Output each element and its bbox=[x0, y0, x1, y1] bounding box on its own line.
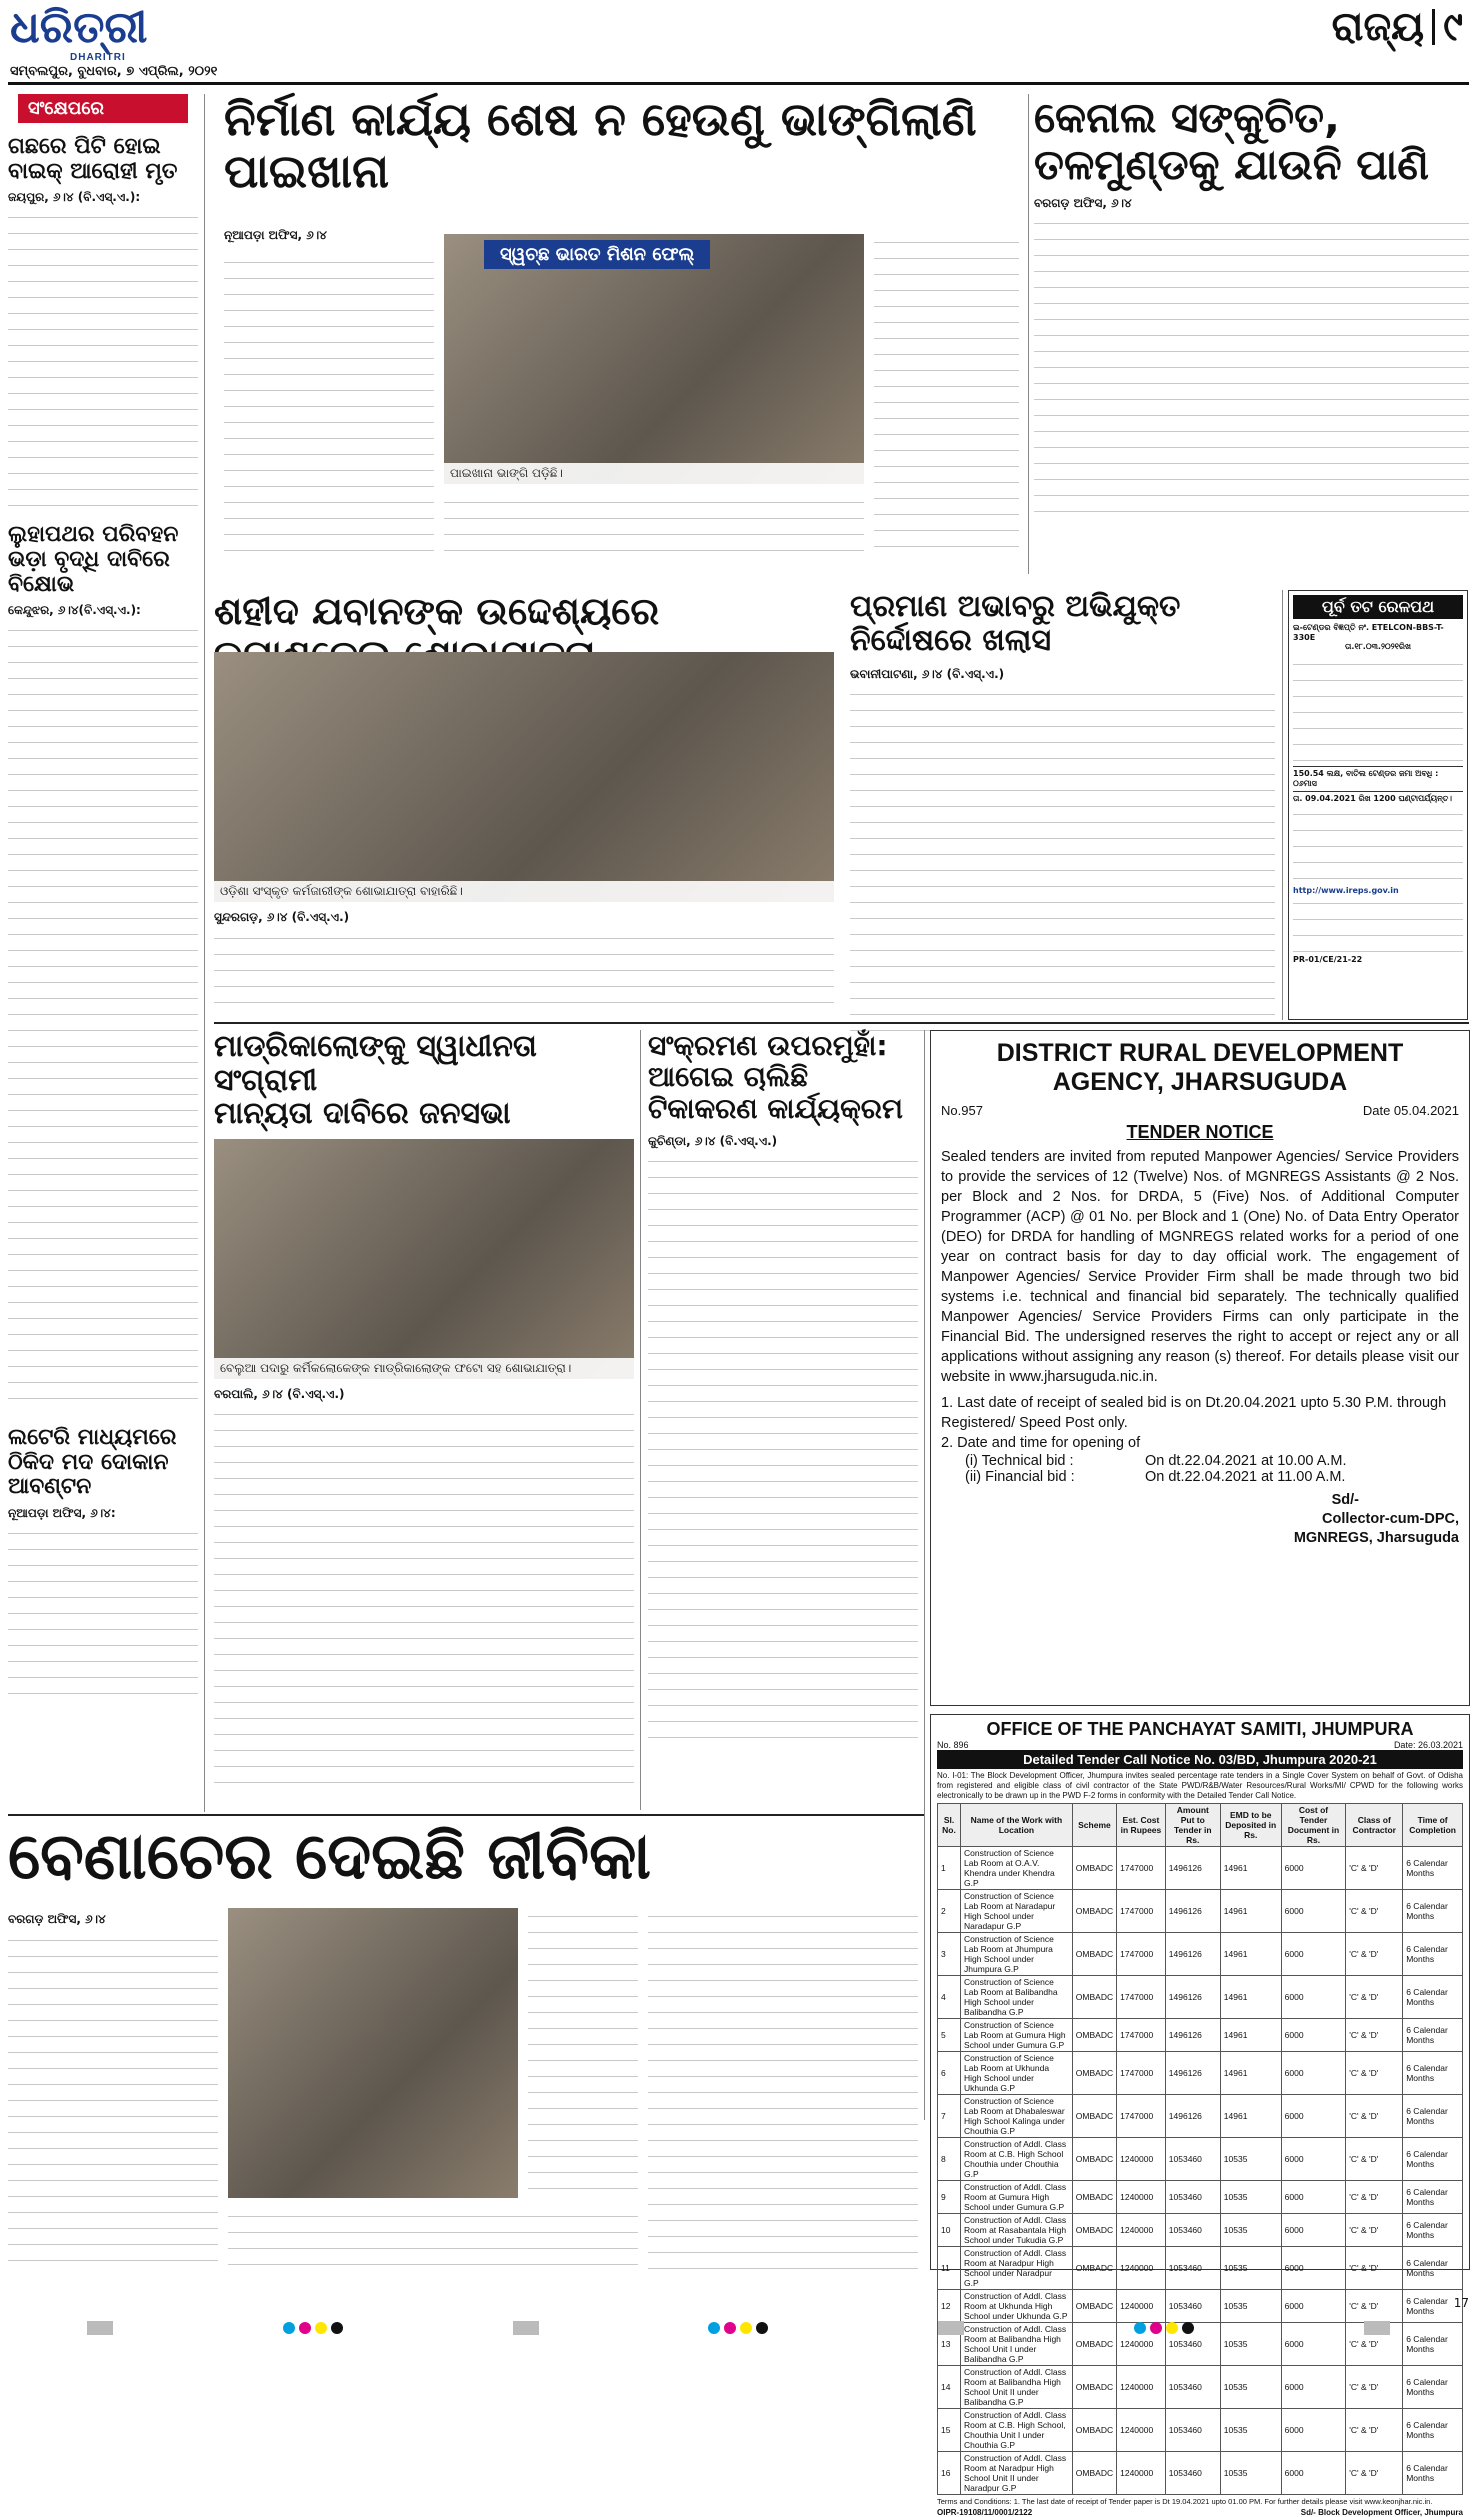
railway-tender-footer: PR-01/CE/21-22 bbox=[1293, 955, 1363, 964]
vaccination-headline-3: ଟିକାକରଣ କାର୍ଯ୍ୟକ୍ରମ bbox=[648, 1091, 903, 1125]
table-cell: 1496126 bbox=[1165, 1847, 1220, 1890]
story-bamboo bbox=[8, 1822, 918, 2272]
section-title bbox=[1332, 4, 1463, 50]
table-cell: 6 Calendar Months bbox=[1403, 2366, 1463, 2409]
table-cell: 1747000 bbox=[1117, 1847, 1166, 1890]
table-cell: 10535 bbox=[1220, 2214, 1281, 2247]
drda-sign-2: Collector-cum-DPC, bbox=[1322, 1510, 1459, 1527]
candle-march-body bbox=[214, 930, 834, 1010]
drda-sign-3: MGNREGS, Jharsuguda bbox=[1293, 1529, 1459, 1546]
reg-bar bbox=[938, 2321, 964, 2335]
reg-bar bbox=[87, 2321, 113, 2335]
panchayat-table bbox=[937, 1803, 1463, 2495]
drda-tender-notice bbox=[930, 1030, 1470, 1706]
table-cell: 14961 bbox=[1220, 2052, 1281, 2095]
table-cell: 1240000 bbox=[1117, 2409, 1166, 2452]
panchayat-intro: No. I-01: The Block Development Officer, Jhumpura invites sealed percentage rate tenders in a Single Cover System on behalf of Govt. of Odisha from registered and eligible class of civil contractor of the State PWD/R&B/Water Resources/Rural Works/MI/ CPWD for the following works electronically to be drawn up in the PWD F-2 forms in conformity with the Detailed Tender Call Notice. bbox=[937, 1771, 1463, 1800]
table-cell: 1747000 bbox=[1117, 2052, 1166, 2095]
table-cell: OMBADC bbox=[1072, 2290, 1116, 2323]
railway-tender-line1: 150.54 ଲକ୍ଷ, ବାତିଲ ଟେଣ୍ଡର ଜମା ଅବଧି : ୦୬ମାସ bbox=[1293, 766, 1463, 792]
table-row bbox=[938, 2181, 1463, 2214]
table-cell: 1053460 bbox=[1165, 2138, 1220, 2181]
table-cell: 12 bbox=[938, 2290, 961, 2323]
table-cell: OMBADC bbox=[1072, 2366, 1116, 2409]
bamboo-col4 bbox=[648, 1908, 918, 2272]
table-cell: 6000 bbox=[1281, 2290, 1346, 2323]
railway-tender bbox=[1288, 590, 1468, 1020]
table-cell: 1496126 bbox=[1165, 1933, 1220, 1976]
column-divider bbox=[1282, 590, 1283, 1020]
table-cell: 6 Calendar Months bbox=[1403, 2052, 1463, 2095]
table-cell: 1240000 bbox=[1117, 2214, 1166, 2247]
story-toilet-headline: ନିର୍ମାଣ କାର୍ଯ୍ୟ ଶେଷ ନ ହେଉଣୁ ଭାଙ୍ଗିଲାଣି ପାଇଖାନା bbox=[224, 92, 977, 198]
table-header-cell: EMD to be Deposited in Rs. bbox=[1220, 1804, 1281, 1847]
footer-page-number: 17 bbox=[1453, 2296, 1469, 2310]
table-cell: 6 Calendar Months bbox=[1403, 1976, 1463, 2019]
table-row bbox=[938, 2366, 1463, 2409]
table-cell: 1240000 bbox=[1117, 2290, 1166, 2323]
table-row bbox=[938, 2138, 1463, 2181]
drda-point2: 2. Date and time for opening of bbox=[941, 1435, 1141, 1451]
table-cell: Construction of Science Lab Room at Jhumpura High School under Jhumpura G.P bbox=[961, 1933, 1073, 1976]
table-cell: 6 Calendar Months bbox=[1403, 2095, 1463, 2138]
table-cell: Construction of Science Lab Room at Dhabaleswar High School Kalinga under Chouthia G.P bbox=[961, 2095, 1073, 2138]
vaccination-dateline: କୁଚିଣ୍ଡା, ୬।୪ (ବି.ଏସ୍.ଏ.) bbox=[648, 1134, 778, 1149]
table-cell: 6 Calendar Months bbox=[1403, 2409, 1463, 2452]
table-cell: 6000 bbox=[1281, 1933, 1346, 1976]
section-divider bbox=[1432, 9, 1435, 45]
table-cell: 6000 bbox=[1281, 2323, 1346, 2366]
logo-sub: DHARITRI bbox=[70, 52, 126, 63]
table-cell: 1053460 bbox=[1165, 2452, 1220, 2495]
briefs-column bbox=[8, 94, 198, 1812]
brief2-body bbox=[8, 622, 198, 1412]
story-toilet-col2 bbox=[444, 494, 864, 554]
table-cell: Construction of Science Lab Room at Ukhunda High School under Ukhunda G.P bbox=[961, 2052, 1073, 2095]
table-cell: 1747000 bbox=[1117, 1976, 1166, 2019]
table-cell: 1747000 bbox=[1117, 2019, 1166, 2052]
panchayat-number: No. 896 bbox=[937, 1740, 969, 1750]
table-cell: 1496126 bbox=[1165, 2019, 1220, 2052]
table-cell: 10535 bbox=[1220, 2323, 1281, 2366]
masthead-rule bbox=[8, 82, 1469, 85]
section-label: ରାଜ୍ୟ bbox=[1331, 4, 1425, 50]
table-cell: 1496126 bbox=[1165, 1976, 1220, 2019]
table-cell: 'C' & 'D' bbox=[1346, 2095, 1403, 2138]
story-madrikalo bbox=[214, 1030, 634, 1810]
masthead-date: ସମ୍ବଲପୁର, ବୁଧବାର, ୭ ଏପ୍ରିଲ, ୨୦୨୧ bbox=[10, 64, 218, 79]
brief2-title: ଲୁହାପଥର ପରିବହନ ଭଡ଼ା ବୃଦ୍ଧି ଦାବିରେ ବିକ୍ଷୋଭ bbox=[8, 522, 179, 597]
table-cell: 6000 bbox=[1281, 2366, 1346, 2409]
table-cell: 'C' & 'D' bbox=[1346, 2409, 1403, 2452]
table-cell: 10535 bbox=[1220, 2138, 1281, 2181]
table-row bbox=[938, 2452, 1463, 2495]
table-cell: 'C' & 'D' bbox=[1346, 2181, 1403, 2214]
table-cell: 1053460 bbox=[1165, 2323, 1220, 2366]
table-cell: 14961 bbox=[1220, 1847, 1281, 1890]
drda-body: Sealed tenders are invited from reputed Manpower Agencies/ Service Providers to provide the services of 12 (Twelve) Nos. of MGNREGS Assistants @ 2 Nos. per Block and 2 Nos. for DRDA, 5 (Five) Nos. of Additional Computer Programmer (ACP) @ 01 No. per Block and 1 (One) No. of Data Entry Operator (DEO) for DRDA for handling of MGNREGS related works for a period of one year on contract basis for day to day official work. The engagement of Manpower Agencies/ Service Provider Firm shall be made through two bid systems i.e. technical and financial bid separately. The technically qualified Manpower Agencies/ Service Providers Firms can only participate in the Financial Bid. The undersigned reserves the right to accept or reject any or all applications without assigning any reason (s) thereof. For details please visit our website in www.jharsuguda.nic.in. bbox=[941, 1149, 1459, 1385]
table-cell: 1240000 bbox=[1117, 2247, 1166, 2290]
story-candle-march bbox=[214, 590, 839, 1020]
railway-tender-body2 bbox=[1293, 806, 1463, 886]
panchayat-footnote: Terms and Conditions: 1. The last date of receipt of Tender paper is Dt 19.04.2021 upto 01.00 PM. For further details please visit www.keonjhar.nic.in. bbox=[937, 2497, 1433, 2506]
story-toilet-col1 bbox=[224, 254, 434, 554]
panchayat-sign: Sd/- Block Development Officer, Jhumpura bbox=[1300, 2508, 1463, 2517]
table-cell: 6 Calendar Months bbox=[1403, 2323, 1463, 2366]
table-cell: 'C' & 'D' bbox=[1346, 1933, 1403, 1976]
reg-dots bbox=[281, 2319, 345, 2338]
candle-march-caption: ଓଡ଼ିଶା ସଂସ୍କୃତ କର୍ମଜାରୀଙ୍କ ଶୋଭାଯାତ୍ରା ବାହାରିଛି। bbox=[214, 881, 834, 902]
table-cell: 10535 bbox=[1220, 2247, 1281, 2290]
table-cell: 14961 bbox=[1220, 2019, 1281, 2052]
drda-tech-label: (i) Technical bid : bbox=[965, 1453, 1074, 1469]
table-cell: Construction of Addl. Class Room at Ukhunda High School under Ukhunda G.P bbox=[961, 2290, 1073, 2323]
table-cell: 6000 bbox=[1281, 1847, 1346, 1890]
table-row bbox=[938, 2247, 1463, 2290]
table-header-cell: Scheme bbox=[1072, 1804, 1116, 1847]
bamboo-headline: ବେଣାଚେର ଦେଇଛି ଜୀବିକା bbox=[8, 1820, 651, 1894]
candle-march-dateline: ସୁନ୍ଦରଗଡ଼, ୬।୪ (ବି.ଏସ୍.ଏ.) bbox=[214, 910, 350, 924]
table-cell: 1496126 bbox=[1165, 2095, 1220, 2138]
table-cell: 6 Calendar Months bbox=[1403, 2247, 1463, 2290]
table-cell: 8 bbox=[938, 2138, 961, 2181]
table-cell: 'C' & 'D' bbox=[1346, 2323, 1403, 2366]
table-cell: 6 bbox=[938, 2052, 961, 2095]
table-cell: 15 bbox=[938, 2409, 961, 2452]
table-header-cell: Sl. No. bbox=[938, 1804, 961, 1847]
table-cell: 1053460 bbox=[1165, 2409, 1220, 2452]
table-cell: 5 bbox=[938, 2019, 961, 2052]
table-cell: Construction of Science Lab Room at Gumura High School under Gumura G.P bbox=[961, 2019, 1073, 2052]
table-cell: Construction of Science Lab Room at O.A.V. Khendra under Khendra G.P bbox=[961, 1847, 1073, 1890]
table-cell: 6000 bbox=[1281, 1976, 1346, 2019]
bamboo-col2 bbox=[228, 2208, 638, 2272]
madrikalo-body bbox=[214, 1406, 634, 1796]
bamboo-col1 bbox=[8, 1932, 218, 2272]
panchayat-subtitle: Detailed Tender Call Notice No. 03/BD, Jhumpura 2020-21 bbox=[937, 1750, 1463, 1769]
table-cell: 'C' & 'D' bbox=[1346, 2452, 1403, 2495]
table-cell: 6000 bbox=[1281, 2452, 1346, 2495]
drda-fin-label: (ii) Financial bid : bbox=[965, 1469, 1075, 1485]
table-cell: Construction of Addl. Class Room at Naradpur High School Unit II under Naradpur G.P bbox=[961, 2452, 1073, 2495]
table-cell: 1747000 bbox=[1117, 1933, 1166, 1976]
table-cell: 1 bbox=[938, 1847, 961, 1890]
table-cell: OMBADC bbox=[1072, 2214, 1116, 2247]
table-cell: 6 Calendar Months bbox=[1403, 1933, 1463, 1976]
table-cell: 2 bbox=[938, 1890, 961, 1933]
table-cell: 14961 bbox=[1220, 1976, 1281, 2019]
table-cell: 14 bbox=[938, 2366, 961, 2409]
table-row bbox=[938, 1890, 1463, 1933]
panchayat-date: Date: 26.03.2021 bbox=[1393, 1740, 1463, 1750]
reg-dots bbox=[1132, 2319, 1196, 2338]
table-cell: 1053460 bbox=[1165, 2214, 1220, 2247]
table-cell: 1240000 bbox=[1117, 2323, 1166, 2366]
table-cell: 11 bbox=[938, 2247, 961, 2290]
panchayat-ref: OIPR-19108/11/0001/2122 bbox=[937, 2508, 1033, 2517]
table-cell: 'C' & 'D' bbox=[1346, 2247, 1403, 2290]
railway-tender-date: ତା.୧୮.୦୩.୨୦୨୧ରିଖ bbox=[1345, 642, 1411, 651]
drda-title-1: DISTRICT RURAL DEVELOPMENT bbox=[996, 1039, 1404, 1067]
column-divider bbox=[640, 1030, 641, 1810]
table-cell: 'C' & 'D' bbox=[1346, 2138, 1403, 2181]
page-number: ୯ bbox=[1443, 4, 1463, 50]
table-cell: 6 Calendar Months bbox=[1403, 2214, 1463, 2247]
acquitted-headline: ପ୍ରମାଣ ଅଭାବରୁ ଅଭିଯୁକ୍ତ ନିର୍ଦ୍ଦୋଷରେ ଖଲାସ bbox=[850, 589, 1181, 658]
toilet-kicker: ସ୍ୱଚ୍ଛ ଭାରତ ମିଶନ ଫେଲ୍ bbox=[484, 240, 710, 269]
table-cell: Construction of Addl. Class Room at Balibandha High School Unit I under Balibandha G.P bbox=[961, 2323, 1073, 2366]
story-toilet-col3 bbox=[874, 234, 1019, 554]
logo-text: ଧରିତ୍ରୀ bbox=[10, 2, 148, 53]
table-cell: Construction of Science Lab Room at Naradapur High School under Naradapur G.P bbox=[961, 1890, 1073, 1933]
brief1-dateline: ଜୟପୁର, ୬।୪ (ବି.ଏସ୍.ଏ.): bbox=[8, 190, 141, 205]
drda-number: No.957 bbox=[941, 1103, 983, 1118]
madrikalo-photo bbox=[214, 1139, 634, 1379]
madrikalo-caption: ବେଲୁଆ ପଦାରୁ କର୍ମିକଲୋକେଙ୍କ ମାଡ୍ରିକାଲୋଙ୍କ ଫଟୋ ସହ ଶୋଭାଯାତ୍ରା। bbox=[214, 1358, 634, 1379]
table-cell: 'C' & 'D' bbox=[1346, 2214, 1403, 2247]
table-cell: 6 Calendar Months bbox=[1403, 2019, 1463, 2052]
section-rule bbox=[8, 1814, 924, 1816]
table-cell: OMBADC bbox=[1072, 2452, 1116, 2495]
madrikalo-headline-2: ମାନ୍ୟତା ଦାବିରେ ଜନସଭା bbox=[214, 1096, 511, 1132]
brief2-dateline: କେନ୍ଦୁଝର, ୬।୪(ବି.ଏସ୍.ଏ.): bbox=[8, 603, 141, 618]
table-row bbox=[938, 1847, 1463, 1890]
table-cell: 6000 bbox=[1281, 2214, 1346, 2247]
bamboo-dateline: ବରଗଡ଼ ଅଫିସ, ୬।୪ bbox=[8, 1912, 106, 1926]
column-divider bbox=[204, 94, 205, 1812]
table-cell: 6000 bbox=[1281, 2052, 1346, 2095]
panchayat-title: OFFICE OF THE PANCHAYAT SAMITI, JHUMPURA bbox=[986, 1719, 1414, 1739]
table-cell: 6 Calendar Months bbox=[1403, 2452, 1463, 2495]
acquitted-dateline: ଭବାନୀପାଟଣା, ୬।୪ (ବି.ଏସ୍.ଏ.) bbox=[850, 667, 1005, 682]
table-cell: OMBADC bbox=[1072, 1890, 1116, 1933]
table-cell: 6000 bbox=[1281, 2409, 1346, 2452]
table-cell: Construction of Addl. Class Room at Gumura High School under Gumura G.P bbox=[961, 2181, 1073, 2214]
table-cell: 16 bbox=[938, 2452, 961, 2495]
table-cell: 14961 bbox=[1220, 1933, 1281, 1976]
bamboo-photo bbox=[228, 1908, 518, 2198]
table-header-cell: Amount Put to Tender in Rs. bbox=[1165, 1804, 1220, 1847]
table-header-cell: Cost of Tender Document in Rs. bbox=[1281, 1804, 1346, 1847]
reg-bar bbox=[513, 2321, 539, 2335]
candle-march-headline: ଶହୀଦ ଯବାନଙ୍କ ଉଦ୍ଦେଶ୍ୟରେ bbox=[214, 589, 660, 633]
story-vaccination bbox=[648, 1030, 918, 1810]
briefs-label: ସଂକ୍ଷେପରେ bbox=[18, 94, 188, 123]
table-cell: 10535 bbox=[1220, 2366, 1281, 2409]
story-toilet-dateline: ନୂଆପଡ଼ା ଅଫିସ, ୬।୪ bbox=[224, 228, 327, 242]
table-cell: Construction of Addl. Class Room at C.B. High School Chouthia under Chouthia G.P bbox=[961, 2138, 1073, 2181]
masthead-logo bbox=[10, 4, 240, 62]
panchayat-tender bbox=[930, 1714, 1470, 2517]
table-cell: 6 Calendar Months bbox=[1403, 2290, 1463, 2323]
section-rule bbox=[214, 1022, 1469, 1024]
vaccination-headline-2: ଆଗେଇ ଚାଲିଛି bbox=[648, 1060, 809, 1094]
drda-title-2: AGENCY, JHARSUGUDA bbox=[1052, 1068, 1348, 1096]
table-row bbox=[938, 1933, 1463, 1976]
table-cell: OMBADC bbox=[1072, 2138, 1116, 2181]
column-divider bbox=[924, 1030, 925, 2120]
toilet-photo-caption: ପାଇଖାନା ଭାଙ୍ଗି ପଡ଼ିଛି। bbox=[444, 463, 864, 484]
brief3-body bbox=[8, 1525, 198, 1705]
brief3-title: ଲଟେରି ମାଧ୍ୟମରେ ଠିକିଦ ମଦ ଦୋକାନ ଆବଣ୍ଟନ bbox=[8, 1425, 177, 1500]
story-canal bbox=[1034, 94, 1469, 574]
table-cell: 6 Calendar Months bbox=[1403, 1847, 1463, 1890]
story-canal-dateline: ବରଗଡ଼ ଅଫିସ, ୬।୪ bbox=[1034, 196, 1132, 211]
reg-dots bbox=[706, 2319, 770, 2338]
madrikalo-headline-1: ମାଡ୍ରିକାଲୋଙ୍କୁ ସ୍ୱାଧୀନତା ସଂଗ୍ରାମୀ bbox=[214, 1029, 537, 1098]
table-cell: Construction of Addl. Class Room at C.B. High School, Chouthia Unit I under Chouthia G.P bbox=[961, 2409, 1073, 2452]
table-header-cell: Time of Completion bbox=[1403, 1804, 1463, 1847]
table-cell: 4 bbox=[938, 1976, 961, 2019]
table-cell: Construction of Addl. Class Room at Balibandha High School Unit II under Balibandha G.P bbox=[961, 2366, 1073, 2409]
table-cell: 1496126 bbox=[1165, 2052, 1220, 2095]
table-cell: 6000 bbox=[1281, 2181, 1346, 2214]
table-cell: 6 Calendar Months bbox=[1403, 1890, 1463, 1933]
table-header-cell: Est. Cost in Rupees bbox=[1117, 1804, 1166, 1847]
bamboo-col3 bbox=[528, 1908, 638, 2198]
table-row bbox=[938, 2095, 1463, 2138]
vaccination-headline-1: ସଂକ୍ରମଣ ଉପରମୁହାଁ: bbox=[648, 1029, 888, 1062]
table-cell: Construction of Addl. Class Room at Rasabantala High School under Tukudia G.P bbox=[961, 2214, 1073, 2247]
table-cell: 'C' & 'D' bbox=[1346, 2290, 1403, 2323]
table-cell: 6000 bbox=[1281, 2247, 1346, 2290]
table-row bbox=[938, 2409, 1463, 2452]
railway-tender-line2: ତା. 09.04.2021 ରିଖ 1200 ଘଣ୍ଟାପର୍ଯ୍ୟନ୍ତ। bbox=[1293, 794, 1452, 803]
table-cell: 6000 bbox=[1281, 2095, 1346, 2138]
table-cell: 10535 bbox=[1220, 2181, 1281, 2214]
table-cell: 1053460 bbox=[1165, 2290, 1220, 2323]
table-cell: 'C' & 'D' bbox=[1346, 1847, 1403, 1890]
table-cell: 1240000 bbox=[1117, 2366, 1166, 2409]
table-cell: Construction of Addl. Class Room at Naradpur High School under Naradpur G.P bbox=[961, 2247, 1073, 2290]
table-cell: OMBADC bbox=[1072, 2052, 1116, 2095]
table-cell: 6000 bbox=[1281, 2019, 1346, 2052]
reg-bar bbox=[1364, 2321, 1390, 2335]
table-cell: 10 bbox=[938, 2214, 961, 2247]
brief1-body bbox=[8, 209, 198, 509]
story-canal-headline-1: କେନାଲ ସଙ୍କୁଚିତ, bbox=[1034, 93, 1340, 142]
table-cell: 1747000 bbox=[1117, 2095, 1166, 2138]
table-cell: 9 bbox=[938, 2181, 961, 2214]
print-registration-marks bbox=[0, 2318, 1477, 2338]
table-row bbox=[938, 2214, 1463, 2247]
table-cell: 7 bbox=[938, 2095, 961, 2138]
table-cell: 14961 bbox=[1220, 2095, 1281, 2138]
brief1-title: ଗଛରେ ପିଟି ହୋଇ ବାଇକ୍ ଆରୋହୀ ମୃତ bbox=[8, 134, 178, 184]
table-row bbox=[938, 2052, 1463, 2095]
table-cell: 1240000 bbox=[1117, 2138, 1166, 2181]
masthead bbox=[0, 0, 1477, 80]
drda-point1: 1. Last date of receipt of sealed bid is on Dt.20.04.2021 upto 5.30 P.M. through Registered/ Speed Post only. bbox=[941, 1395, 1447, 1431]
story-acquitted bbox=[850, 590, 1275, 1020]
table-row bbox=[938, 1976, 1463, 2019]
table-cell: 14961 bbox=[1220, 1890, 1281, 1933]
table-cell: 1240000 bbox=[1117, 2452, 1166, 2495]
table-cell: 13 bbox=[938, 2323, 961, 2366]
brief3-dateline: ନୂଆପଡ଼ା ଅଫିସ, ୬।୪: bbox=[8, 1506, 116, 1520]
drda-date: Date 05.04.2021 bbox=[1362, 1103, 1459, 1118]
drda-tech-value: On dt.22.04.2021 at 10.00 A.M. bbox=[1145, 1453, 1347, 1469]
table-cell: 1053460 bbox=[1165, 2247, 1220, 2290]
table-cell: 10535 bbox=[1220, 2409, 1281, 2452]
table-header-cell: Class of Contractor bbox=[1346, 1804, 1403, 1847]
table-cell: OMBADC bbox=[1072, 2181, 1116, 2214]
story-toilet bbox=[214, 94, 1024, 574]
table-row bbox=[938, 2019, 1463, 2052]
table-cell: 'C' & 'D' bbox=[1346, 1976, 1403, 2019]
table-cell: OMBADC bbox=[1072, 2323, 1116, 2366]
railway-tender-ref: ଇ-ଟେଣ୍ଡର ବିଜ୍ଞପ୍ତି ନଂ. ETELCON-BBS-T-330E bbox=[1293, 623, 1444, 642]
story-canal-headline-2: ତଳମୁଣ୍ଡକୁ ଯାଉନି ପାଣି bbox=[1034, 140, 1430, 190]
table-cell: OMBADC bbox=[1072, 1933, 1116, 1976]
candle-march-photo bbox=[214, 652, 834, 902]
table-cell: OMBADC bbox=[1072, 2409, 1116, 2452]
table-cell: 'C' & 'D' bbox=[1346, 2052, 1403, 2095]
table-cell: 1240000 bbox=[1117, 2181, 1166, 2214]
table-cell: 'C' & 'D' bbox=[1346, 2019, 1403, 2052]
table-cell: OMBADC bbox=[1072, 1976, 1116, 2019]
table-cell: 10535 bbox=[1220, 2452, 1281, 2495]
drda-notice-title: TENDER NOTICE bbox=[1126, 1122, 1274, 1142]
railway-tender-title: ପୂର୍ବ ତଟ ରେଳପଥ bbox=[1293, 595, 1463, 619]
table-cell: 1747000 bbox=[1117, 1890, 1166, 1933]
table-cell: Construction of Science Lab Room at Balibandha High School under Balibandha G.P bbox=[961, 1976, 1073, 2019]
table-cell: 10535 bbox=[1220, 2290, 1281, 2323]
railway-tender-body3 bbox=[1293, 895, 1463, 955]
table-cell: 'C' & 'D' bbox=[1346, 2366, 1403, 2409]
table-cell: OMBADC bbox=[1072, 2247, 1116, 2290]
table-header-cell: Name of the Work with Location bbox=[961, 1804, 1073, 1847]
acquitted-body bbox=[850, 686, 1275, 1046]
vaccination-body bbox=[648, 1153, 918, 1753]
drda-fin-value: On dt.22.04.2021 at 11.00 A.M. bbox=[1145, 1469, 1346, 1485]
railway-tender-website[interactable]: http://www.ireps.gov.in bbox=[1293, 886, 1399, 895]
drda-sign-1: Sd/- bbox=[1331, 1492, 1359, 1508]
table-cell: 1053460 bbox=[1165, 2366, 1220, 2409]
table-cell: OMBADC bbox=[1072, 2019, 1116, 2052]
table-cell: 1496126 bbox=[1165, 1890, 1220, 1933]
story-canal-body bbox=[1034, 215, 1469, 525]
table-cell: 6 Calendar Months bbox=[1403, 2181, 1463, 2214]
table-cell: 'C' & 'D' bbox=[1346, 1890, 1403, 1933]
toilet-photo bbox=[444, 234, 864, 484]
table-cell: 6000 bbox=[1281, 1890, 1346, 1933]
table-cell: 6000 bbox=[1281, 2138, 1346, 2181]
table-cell: OMBADC bbox=[1072, 2095, 1116, 2138]
railway-tender-body bbox=[1293, 656, 1463, 766]
table-cell: OMBADC bbox=[1072, 1847, 1116, 1890]
table-cell: 6 Calendar Months bbox=[1403, 2138, 1463, 2181]
table-cell: 1053460 bbox=[1165, 2181, 1220, 2214]
column-divider bbox=[1028, 94, 1029, 574]
table-cell: 3 bbox=[938, 1933, 961, 1976]
madrikalo-dateline: ବରପାଲି, ୬।୪ (ବି.ଏସ୍.ଏ.) bbox=[214, 1386, 345, 1401]
